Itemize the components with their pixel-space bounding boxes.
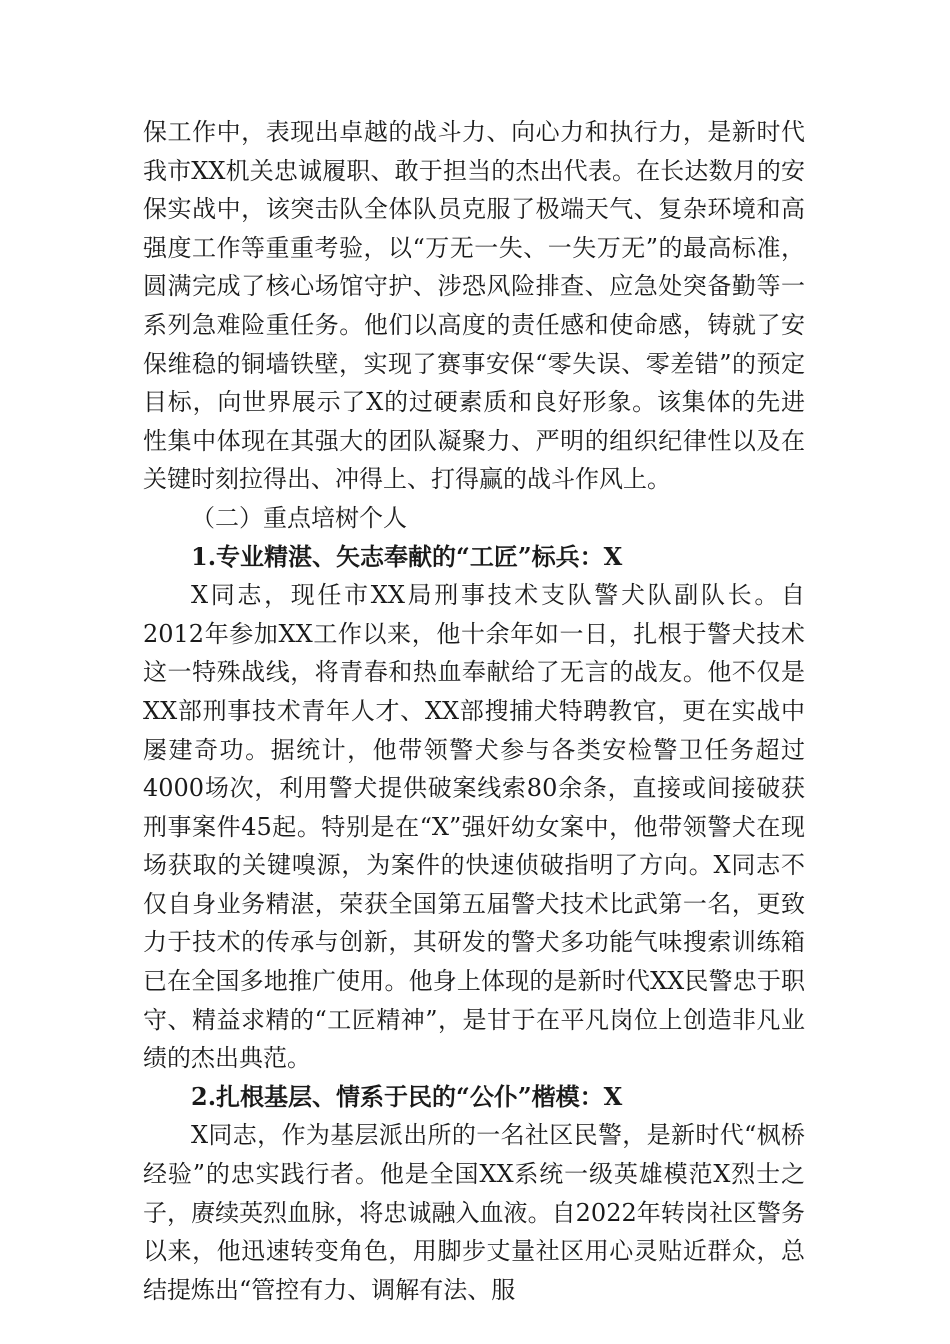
document-body (143, 113, 805, 1309)
section-heading: （二）重点培树个人 (191, 503, 407, 532)
paragraph-individual-1: X同志，现任市XX局刑事技术支队警犬队副队长。自2012年参加XX工作以来，他十余年如一日，扎根于警犬技术这一特殊战线，将青春和热血奉献给了无言的战友。他不仅是XX部刑事技术青年人才、XX部搜捕犬特聘教官，更在实战中屡建奇功。据统计，他带领警犬参与各类安检警卫任务超过4000场次，利用警犬提供破案线索80余条，直接或间接破获刑事案件45起。特别是在“X”强奸幼女案中，他带领警犬在现场获取的关键嗅源，为案件的快速侦破指明了方向。X同志不仅自身业务精湛，荣获全国第五届警犬技术比武第一名，更致力于技术的传承与创新，其研发的警犬多功能气味搜索训练箱已在全国多地推广使用。他身上体现的是新时代XX民警忠于职守、精益求精的“工匠精神”，是甘于在平凡岗位上创造非凡业绩的杰出典范。 (143, 581, 805, 1073)
subsection-heading-2: 2.扎根基层、情系于民的“公仆”楷模：X (191, 1081, 623, 1111)
paragraph-continuation: 保工作中，表现出卓越的战斗力、向心力和执行力，是新时代我市XX机关忠诚履职、敢于担当的杰出代表。在长达数月的安保实战中，该突击队全体队员克服了极端天气、复杂环境和高强度工作等重重考验，以“万无一失、一失万无”的最高标准，圆满完成了核心场馆守护、涉恐风险排查、应急处突备勤等一系列急难险重任务。他们以高度的责任感和使命感，铸就了安保维稳的铜墙铁壁，实现了赛事安保“零失误、零差错”的预定目标，向世界展示了X的过硬素质和良好形象。该集体的先进性集中体现在其强大的团队凝聚力、严明的组织纪律性以及在关键时刻拉得出、冲得上、打得赢的战斗作风上。 (143, 118, 805, 494)
paragraph-individual-2: X同志，作为基层派出所的一名社区民警，是新时代“枫桥经验”的忠实践行者。他是全国XX系统一级英雄模范X烈士之子，赓续英烈血脉，将忠诚融入血液。自2022年转岗社区警务以来，他迅速转变角色，用脚步丈量社区用心灵贴近群众，总结提炼出“管控有力、调解有法、服 (143, 1121, 805, 1304)
subsection-heading-1: 1.专业精湛、矢志奉献的“工匠”标兵：X (191, 541, 623, 571)
